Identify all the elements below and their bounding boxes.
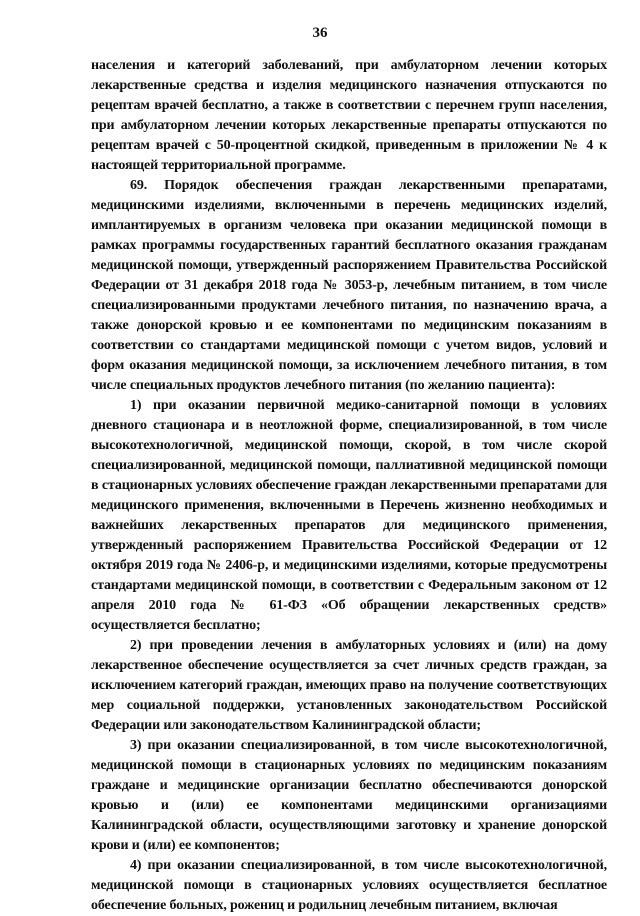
body-text <box>91 56 607 916</box>
paragraph-item-2: 2) при проведении лечения в амбулаторных условиях и (или) на дому лекарственное обеспечение осуществляется за счет личных средств граждан, за исключением категорий граждан, имеющих право на получение соответствующих мер социальной поддержки, установленных законодательством Российской Федерации или законодательством Калининградской области; <box>91 638 607 733</box>
page-number: 36 <box>312 25 328 41</box>
paragraph-item-3: 3) при оказании специализированной, в том числе высокотехнологичной, медицинской помощи в стационарных условиях по медицинским показаниям гражданe и медицинские организации бесплатно обеспечиваются донорской кровью и (или) ее компонентами медицинскими организациями Калининградской области, осуществляющими заготовку и хранение донорской крови и (или) ее компонентов; <box>91 738 607 853</box>
paragraph-item-1: 1) при оказании первичной медико-санитарной помощи в условиях дневного стационара и в неотложной форме, специализированной, в том числе высокотехнологичной, медицинской помощи, скорой, в том числе скорой специализированной, медицинской помощи, паллиативной медицинской помощи в стационарных условиях обеспечение граждан лекарственными препаратами для медицинского применения, включенными в Перечень жизненно необходимых и важнейших лекарственных препаратов для медицинского применения, утвержденный распоряжением Правительства Российской Федерации от 12 октября 2019 года № 2406-р, и медицинскими изделиями, которые предусмотрены стандартами медицинской помощи, в соответствии с Федеральным законом от 12 апреля 2010 года № 61-ФЗ «Об обращении лекарственных средств» осуществляется бесплатно; <box>91 398 607 633</box>
paragraph-continuation: населения и категорий заболеваний, при амбулаторном лечении которых лекарственные средства и изделия медицинского назначения отпускаются по рецептам врачей бесплатно, а также в соответствии с перечнем групп населения, при амбулаторном лечении которых лекарственные препараты отпускаются по рецептам врачей с 50-процентной скидкой, приведенным в приложении № 4 к настоящей территориальной программе. <box>91 58 607 173</box>
paragraph-69: 69. Порядок обеспечения граждан лекарственными препаратами, медицинскими изделиями, включенными в перечень медицинских изделий, имплантируемых в организм человека при оказании медицинской помощи в рамках программы государственных гарантий бесплатного оказания гражданам медицинской помощи, утвержденный распоряжением Правительства Российской Федерации от 31 декабря 2018 года № 3053-р, лечебным питанием, в том числе специализированными продуктами лечебного питания, по назначению врача, а также донорской кровью и ее компонентами по медицинским показаниям в соответствии со стандартами медицинской помощи с учетом видов, условий и форм оказания медицинской помощи, за исключением лечебного питания, в том числе специальных продуктов лечебного питания (по желанию пациента): <box>91 178 607 393</box>
paragraph-item-4: 4) при оказании специализированной, в том числе высокотехнологичной, медицинской помощи в стационарных условиях осуществляется бесплатное обеспечение больных, рожениц и родильниц лечебным питанием, включая <box>91 858 607 913</box>
